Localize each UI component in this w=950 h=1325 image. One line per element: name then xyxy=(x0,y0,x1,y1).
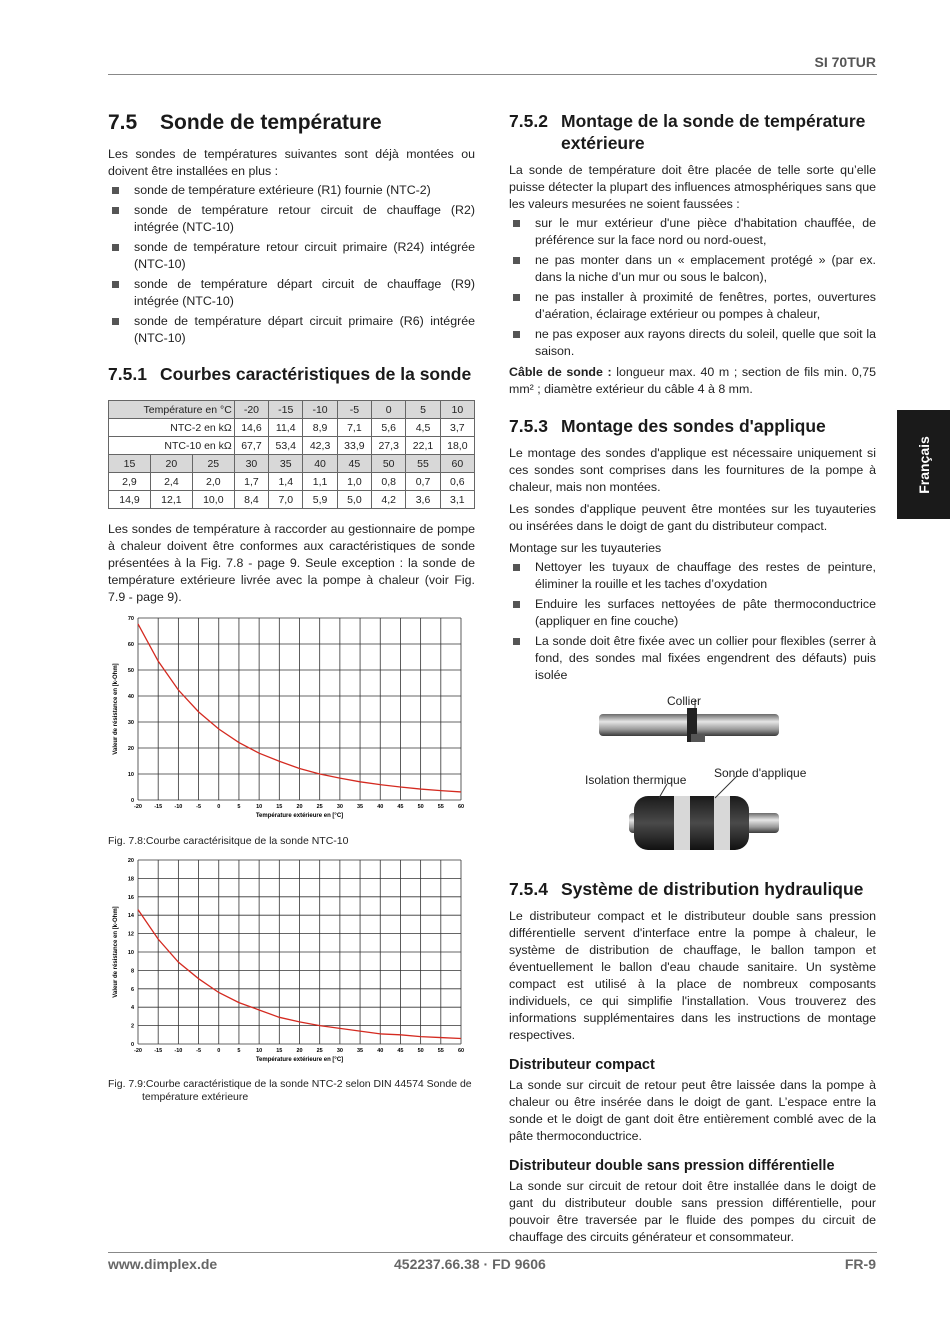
list-item: sonde de température retour circuit primaire (R24) intégrée (NTC-10) xyxy=(108,239,475,273)
figure-7-9-caption: Fig. 7.9:Courbe caractéristique de la sonde NTC-2 selon DIN 44574 Sonde de température extérieure xyxy=(108,1078,472,1103)
section-7-5-2-intro: La sonde de température doit être placée de telle sorte qu’elle puisse détecter la plupart des influences atmosphériques sans que les valeurs mesurées ne soient faussées : xyxy=(509,163,876,211)
section-7-5-4-heading xyxy=(509,878,876,900)
section-7-5-heading xyxy=(108,110,475,136)
x-tick-label: 15 xyxy=(276,1048,283,1054)
double-paragraph: La sonde sur circuit de retour doit être installée dans le doigt de gant du distributeur double sans pression différentielle, pour pouvoir être traversée par le fluide des pompes du circuit de chauffage des circuits générateur et consommateur. xyxy=(509,1179,876,1244)
x-tick-label: 5 xyxy=(237,1048,241,1054)
section-title: Montage de la sonde de température extérieure xyxy=(561,111,866,153)
side-tab-label: Français xyxy=(915,435,932,494)
x-tick-label: 0 xyxy=(217,804,221,810)
x-tick-label: 10 xyxy=(256,1048,263,1054)
y-tick-label: 20 xyxy=(127,746,134,752)
x-tick-label: 15 xyxy=(276,804,283,810)
y-tick-label: 14 xyxy=(127,913,134,920)
isolation-label: Isolation thermique xyxy=(585,773,687,787)
x-tick-label: 50 xyxy=(417,1048,424,1054)
x-tick-label: 35 xyxy=(357,804,364,810)
x-tick-label: 45 xyxy=(397,804,404,810)
list-item: ne pas installer à proximité de fenêtres, portes, ouvertures d’aération, éclairage extérieur ou pompes à chaleur, xyxy=(509,289,876,323)
x-tick-label: -10 xyxy=(174,1048,183,1054)
section-7-5-2-heading xyxy=(509,110,876,154)
x-tick-label: 60 xyxy=(457,1048,465,1054)
y-tick-label: 70 xyxy=(127,616,134,622)
section-7-5-3-heading xyxy=(509,415,876,437)
left-column xyxy=(108,110,475,1104)
section-title: Montage des sondes d'applique xyxy=(561,416,826,436)
section-number: 7.5.3 xyxy=(509,416,548,436)
list-item: La sonde doit être fixée avec un collier pour flexibles (serrer à fond, des sondes mal fixées engendrent des défauts) puis isolée xyxy=(509,633,876,684)
y-tick-label: 40 xyxy=(127,694,134,700)
list-item: ne pas monter dans un « emplacement protégé » (par ex. dans la niche d’un mur ou sous le balcon), xyxy=(509,252,876,286)
footer-rule xyxy=(108,1252,877,1253)
y-tick-label: 12 xyxy=(127,931,134,938)
section-7-5-3-p2: Les sondes d'applique peuvent être montées sur les tuyauteries ou insérées dans le doigt de gant du distributeur compact. xyxy=(509,502,876,533)
double-heading: Distributeur double sans pression différentielle xyxy=(509,1158,835,1174)
y-tick-label: 4 xyxy=(130,1005,134,1012)
footer-doc-number: 452237.66.38 · FD 9606 xyxy=(394,1256,546,1272)
x-tick-label: 25 xyxy=(316,1048,323,1054)
y-tick-label: 30 xyxy=(127,720,134,726)
y-tick-label: 10 xyxy=(127,950,134,956)
y-tick-label: 18 xyxy=(127,876,134,883)
list-item: sonde de température départ circuit de chauffage (R9) intégrée (NTC-10) xyxy=(108,276,475,310)
list-item: ne pas exposer aux rayons directs du soleil, quelle que soit la saison. xyxy=(509,326,876,360)
placement-list xyxy=(509,215,876,360)
section-7-5-intro: Les sondes de températures suivantes sont déjà montées ou doivent être installées en plus : xyxy=(108,147,475,178)
table-row: 2,9 2,4 2,0 1,7 1,4 1,1 1,0 0,8 0,7 0,6 xyxy=(109,473,475,491)
x-tick-label: 0 xyxy=(217,1048,221,1054)
table-row: NTC-2 en kΩ 14,6 11,4 8,9 7,1 5,6 4,5 3,7 xyxy=(109,419,475,437)
sonde-label: Sonde d'applique xyxy=(714,766,807,780)
x-tick-label: 5 xyxy=(237,804,241,810)
pipe-sensor-figure xyxy=(509,694,876,858)
x-tick-label: 35 xyxy=(357,1048,364,1054)
y-tick-label: 0 xyxy=(130,1042,134,1048)
x-tick-label: -5 xyxy=(196,804,202,810)
section-title: Sonde de température xyxy=(160,111,382,134)
ntc10-chart xyxy=(108,612,475,827)
x-tick-label: 30 xyxy=(336,1048,343,1054)
footer-page-number: FR-9 xyxy=(844,1256,876,1272)
section-7-5-1-paragraph: Les sondes de température à raccorder au gestionnaire de pompe à chaleur doivent être conformes aux caractéristiques de sonde présentées à la Fig. 7.8 - page 9. Seule exception : la sonde de température extérieure livrée avec la pompe à chaleur (voir Fig. 7.9 - page 9). xyxy=(108,522,475,604)
header-rule xyxy=(108,74,877,75)
section-title: Système de distribution hydraulique xyxy=(561,879,864,899)
x-tick-label: 45 xyxy=(397,1048,404,1054)
section-number: 7.5.4 xyxy=(509,879,548,899)
x-tick-label: -10 xyxy=(174,804,183,810)
sensor-list xyxy=(108,182,475,347)
list-item: Enduire les surfaces nettoyées de pâte thermoconductrice (appliquer en fine couche) xyxy=(509,596,876,630)
y-tick-label: 6 xyxy=(130,986,134,993)
x-tick-label: 40 xyxy=(377,1048,384,1054)
compact-paragraph: La sonde sur circuit de retour peut être laissée dans la pompe à chaleur ou être insérée dans le doigt de gant. L’espace entre la sonde et le doigt de gant doit être entièrement comblé avec de la pâte thermoconductrice. xyxy=(509,1078,876,1143)
list-item: Nettoyer les tuyaux de chauffage des restes de peinture, éliminer la rouille et les taches d’oxydation xyxy=(509,559,876,593)
section-7-5-1-heading xyxy=(108,363,475,385)
section-7-5-3-p3: Montage sur les tuyauteries xyxy=(509,541,662,555)
right-column xyxy=(509,110,876,1246)
list-item: sonde de température extérieure (R1) fournie (NTC-2) xyxy=(108,182,475,199)
x-tick-label: -5 xyxy=(196,1048,202,1054)
section-title: Courbes caractéristiques de la sonde xyxy=(160,364,472,384)
y-tick-label: 8 xyxy=(130,968,134,975)
list-item: sonde de température départ circuit primaire (R6) intégrée (NTC-10) xyxy=(108,313,475,347)
x-tick-label: -20 xyxy=(134,804,142,810)
y-tick-label: 10 xyxy=(127,772,134,778)
footer-website[interactable]: www.dimplex.de xyxy=(108,1256,218,1272)
section-number: 7.5.1 xyxy=(108,364,147,384)
x-tick-label: -20 xyxy=(134,1048,142,1054)
x-tick-label: 50 xyxy=(417,804,424,810)
cable-spec xyxy=(509,364,876,398)
section-number: 7.5 xyxy=(108,111,138,134)
x-tick-label: -15 xyxy=(154,804,163,810)
x-axis-label: Température extérieure en [°C] xyxy=(255,1057,344,1063)
page-header-title: SI 70TUR xyxy=(814,54,876,70)
language-side-tab xyxy=(897,410,950,519)
y-tick-label: 20 xyxy=(127,858,134,864)
x-tick-label: 40 xyxy=(377,804,384,810)
table-row: 15 20 25 30 35 40 45 50 55 60 xyxy=(109,455,475,473)
figure-7-8-caption: Fig. 7.8:Courbe caractérisitque de la sonde NTC-10 xyxy=(108,835,349,847)
cable-label: Câble de sonde : xyxy=(509,365,612,379)
y-axis-label: Valeur de résistance en [k-Ohm] xyxy=(113,906,119,998)
cable-text: longueur max. 40 m ; section de fils min. 0,75 mm² ; diamètre extérieur du câble 4 à 8 mm. xyxy=(509,365,876,396)
y-tick-label: 50 xyxy=(127,668,134,674)
pipe-sensor-illustration xyxy=(509,698,876,858)
section-7-5-4-p1: Le distributeur compact et le distributeur double sans pression différentielle servent d'interface entre la pompe à chaleur, le système de distribution de chauffage, le ballon tampon et éventuellement le ballon d'eau chaude sanitaire. Un système compact est utilisé à la place de nombreux composants individuels, ce qui simplifie l'installation. Vous trouverez des informations supplémentaires dans les instructions de montage respectives. xyxy=(509,909,876,1042)
collier-label: Collier xyxy=(667,694,702,708)
y-tick-label: 16 xyxy=(127,894,134,901)
table-row: NTC-10 en kΩ 67,7 53,4 42,3 33,9 27,3 22,1 18,0 xyxy=(109,437,475,455)
ntc2-chart xyxy=(108,854,475,1071)
x-tick-label: 55 xyxy=(437,804,444,810)
table-row: 14,9 12,1 10,0 8,4 7,0 5,9 5,0 4,2 3,6 3,1 xyxy=(109,491,475,509)
table-row: Température en °C -20 -15 -10 -5 0 5 10 xyxy=(109,401,475,419)
compact-heading: Distributeur compact xyxy=(509,1057,655,1073)
x-axis-label: Température extérieure en [°C] xyxy=(255,813,344,819)
x-tick-label: 30 xyxy=(336,804,343,810)
y-tick-label: 2 xyxy=(130,1023,134,1030)
list-item: sonde de température retour circuit de chauffage (R2) intégrée (NTC-10) xyxy=(108,202,475,236)
x-tick-label: 60 xyxy=(457,804,465,810)
x-tick-label: -15 xyxy=(154,1048,163,1054)
x-tick-label: 25 xyxy=(316,804,323,810)
x-tick-label: 55 xyxy=(437,1048,444,1054)
y-tick-label: 60 xyxy=(127,642,134,648)
x-tick-label: 20 xyxy=(296,1048,303,1054)
y-axis-label: Valeur de résistance en [k-Ohm] xyxy=(113,663,119,755)
x-tick-label: 20 xyxy=(296,804,303,810)
mounting-list xyxy=(509,559,876,684)
resistance-table xyxy=(108,400,475,509)
section-number: 7.5.2 xyxy=(509,111,548,131)
x-tick-label: 10 xyxy=(256,804,263,810)
list-item: sur le mur extérieur d'une pièce d'habitation chauffée, de préférence sur la face nord ou nord-ouest, xyxy=(509,215,876,249)
section-7-5-3-p1: Le montage des sondes d'applique est nécessaire uniquement si ces sondes sont comprises dans les fournitures de la pompe à chaleur, mais non montées. xyxy=(509,446,876,494)
y-tick-label: 0 xyxy=(130,798,134,804)
